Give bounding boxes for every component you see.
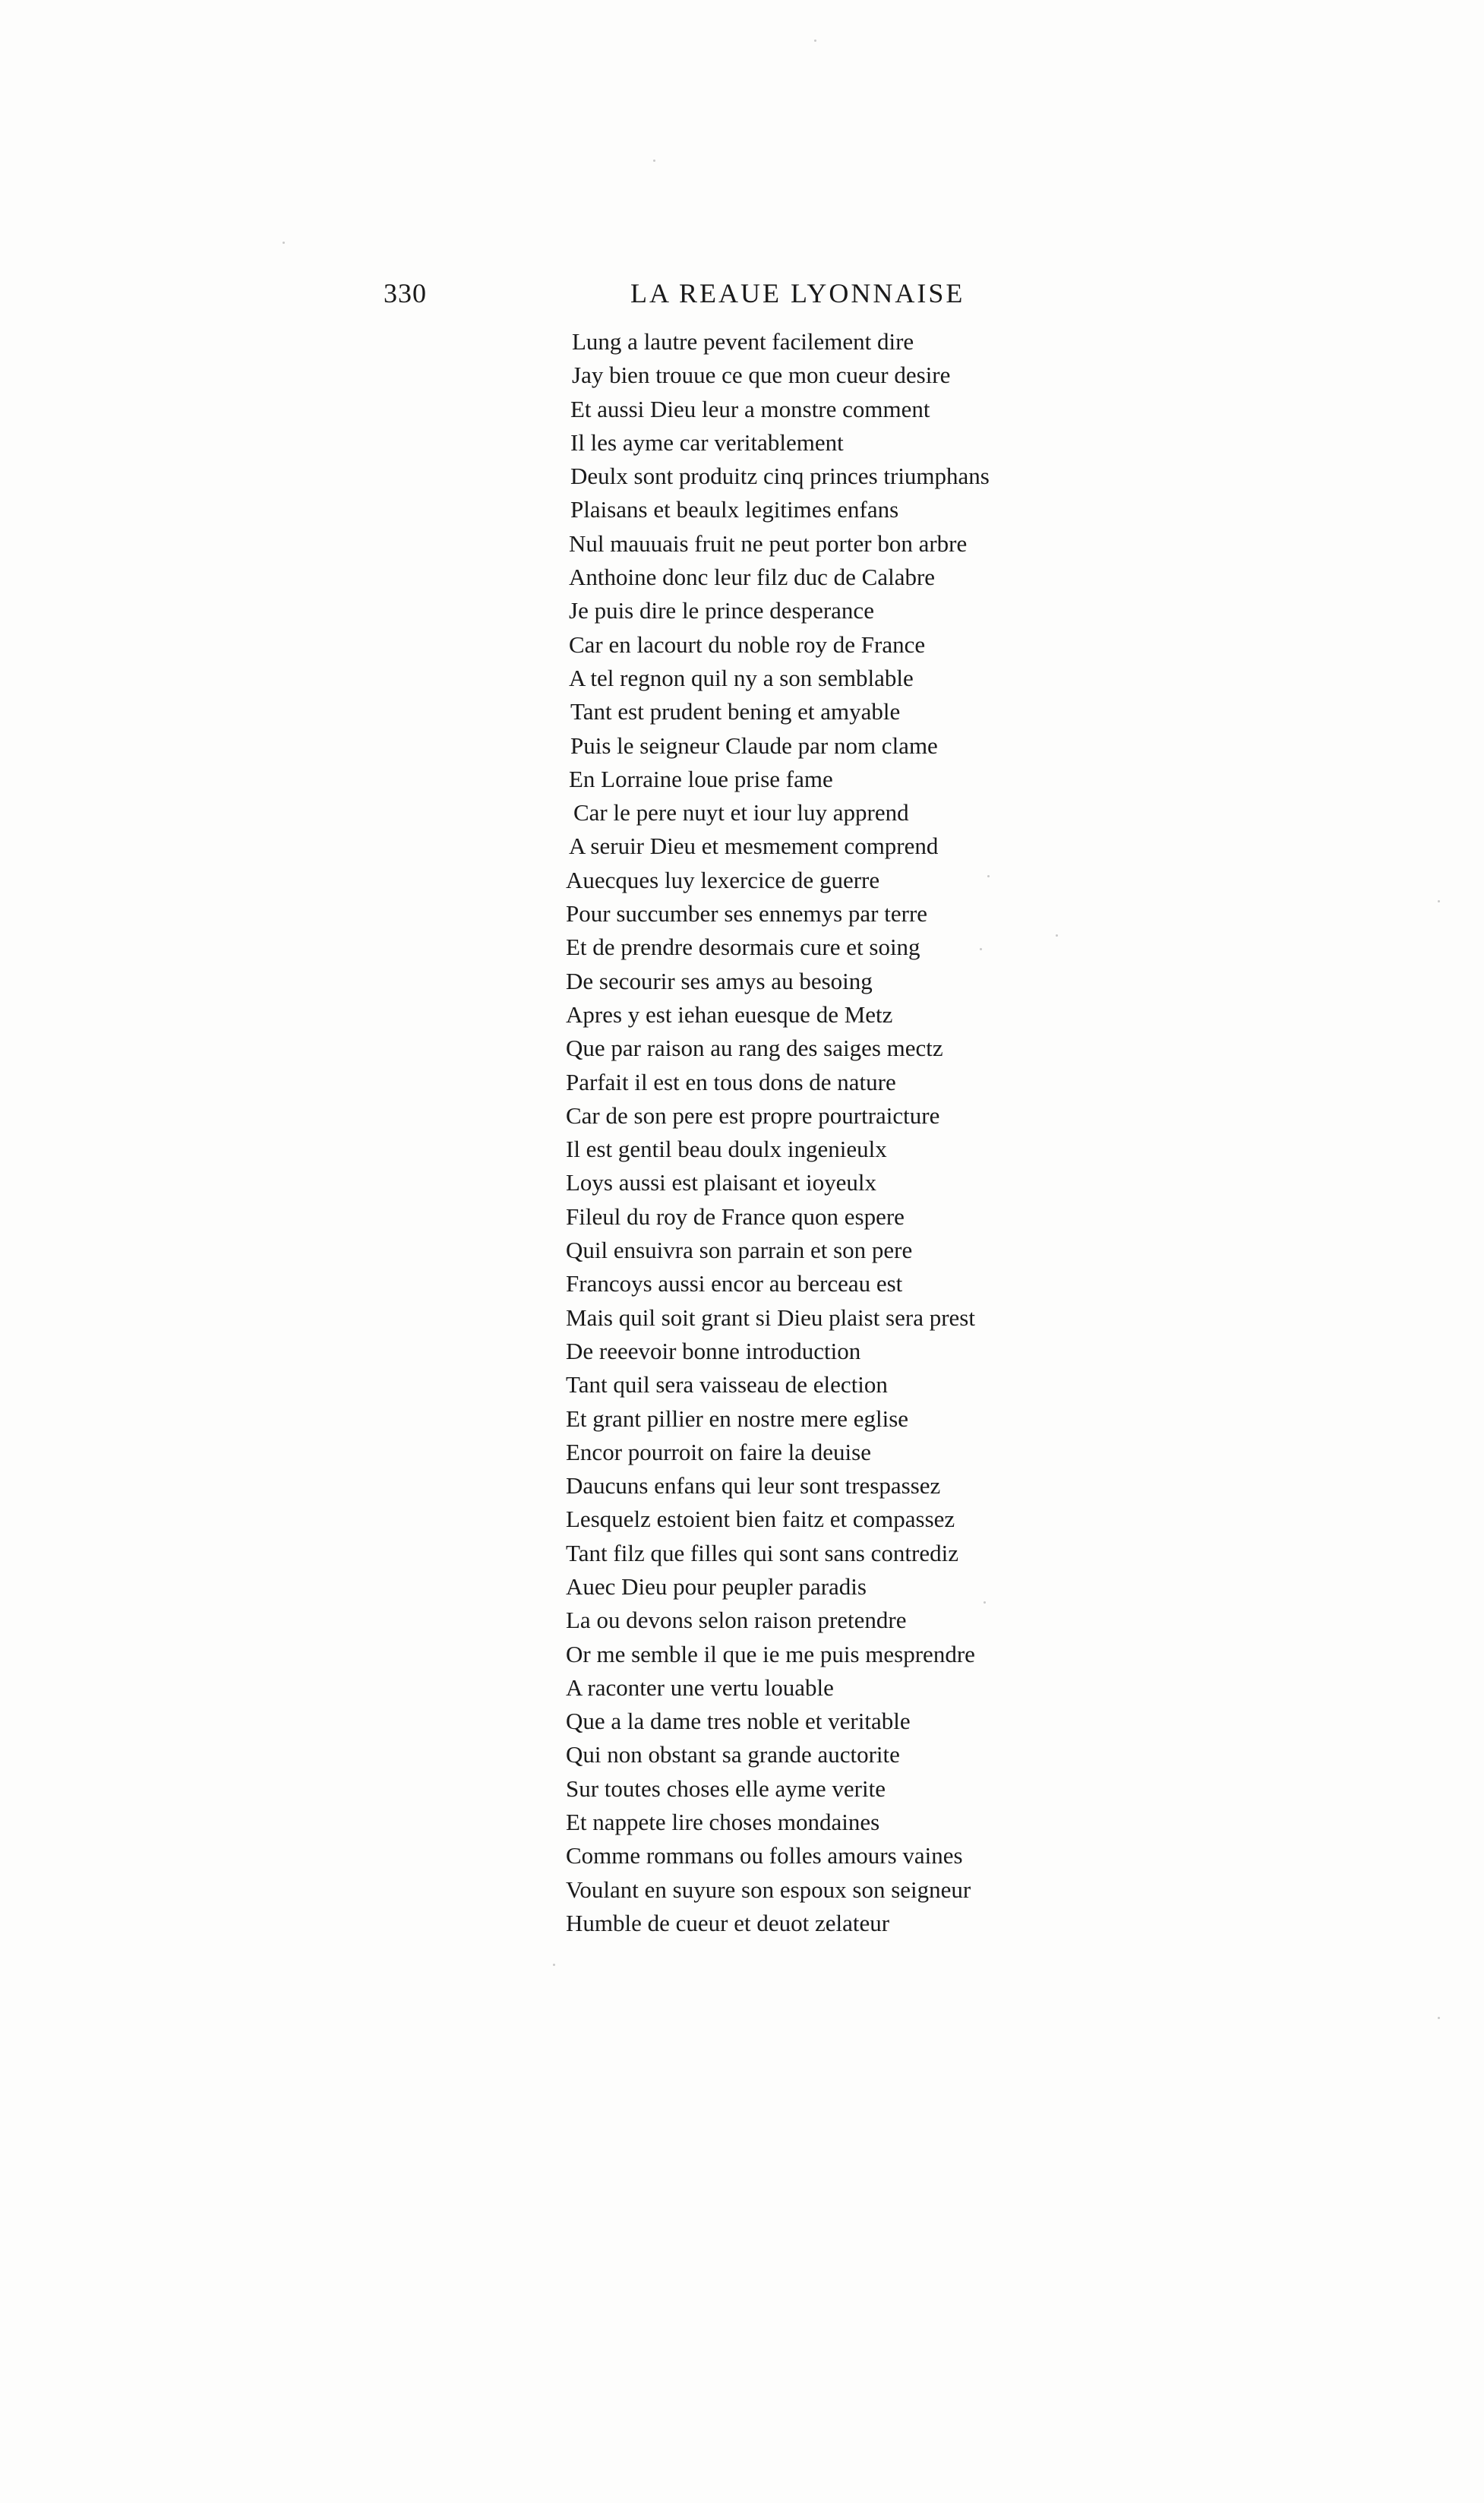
running-title: LA REAUE LYONNAISE <box>630 278 965 308</box>
page-number: 330 <box>384 278 427 308</box>
poem-line: Auecques luy lexercice de guerre <box>566 866 880 893</box>
poem-line: Et grant pillier en nostre mere eglise <box>566 1405 909 1432</box>
poem-line: Car le pere nuyt et iour luy apprend <box>573 799 909 826</box>
poem-line: De secourir ses amys au besoing <box>566 967 873 994</box>
poem-line: Sur toutes choses elle ayme verite <box>566 1775 886 1802</box>
poem-line: Jay bien trouue ce que mon cueur desire <box>572 362 951 389</box>
poem-line: Je puis dire le prince desperance <box>569 597 874 624</box>
poem-line: Apres y est iehan euesque de Metz <box>566 1000 893 1028</box>
poem-line: Plaisans et beaulx legitimes enfans <box>570 496 899 523</box>
scan-speck <box>1438 2017 1440 2019</box>
poem-line: Loys aussi est plaisant et ioyeulx <box>566 1169 876 1196</box>
poem-line: Nul mauuais fruit ne peut porter bon arbre <box>569 529 968 557</box>
scan-speck <box>283 242 285 244</box>
poem-line: En Lorraine loue prise fame <box>569 765 833 792</box>
poem-line: Voulant en suyure son espoux son seigneur <box>566 1876 971 1903</box>
poem-line: Quil ensuivra son parrain et son pere <box>566 1237 913 1264</box>
poem-line: Daucuns enfans qui leur sont trespassez <box>566 1472 941 1500</box>
poem-line: Et aussi Dieu leur a monstre comment <box>570 395 930 422</box>
poem-line: Mais quil soit grant si Dieu plaist sera prest <box>566 1304 975 1331</box>
poem-text <box>566 325 1113 1940</box>
poem-line: Car en lacourt du noble roy de France <box>569 630 926 658</box>
poem-line: Tant quil sera vaisseau de election <box>566 1371 888 1398</box>
scan-speck <box>1438 900 1440 902</box>
poem-line: Que a la dame tres noble et veritable <box>566 1708 911 1735</box>
scan-speck <box>814 40 816 42</box>
scan-speck <box>553 1964 555 1966</box>
poem-line: Il les ayme car veritablement <box>570 428 844 456</box>
poem-line: Parfait il est en tous dons de nature <box>566 1068 896 1095</box>
poem-line: A seruir Dieu et mesmement comprend <box>569 833 939 860</box>
poem-line: Il est gentil beau doulx ingenieulx <box>566 1136 887 1163</box>
poem-line: A raconter une vertu louable <box>566 1673 834 1701</box>
poem-line: Puis le seigneur Claude par nom clame <box>570 732 938 759</box>
poem-line: Francoys aussi encor au berceau est <box>566 1270 903 1297</box>
poem-line: La ou devons selon raison pretendre <box>566 1607 907 1634</box>
page-header <box>384 277 1037 315</box>
scan-speck <box>653 160 655 162</box>
poem-line: Deulx sont produitz cinq princes triumphans <box>570 463 990 490</box>
poem-line: Or me semble il que ie me puis mesprendre <box>566 1640 975 1667</box>
poem-line: De reeevoir bonne introduction <box>566 1337 861 1364</box>
poem-line: Car de son pere est propre pourtraicture <box>566 1101 940 1129</box>
poem-line: Auec Dieu pour peupler paradis <box>566 1572 867 1600</box>
poem-line: Tant est prudent bening et amyable <box>570 698 901 725</box>
poem-line: Lung a lautre pevent facilement dire <box>572 328 914 355</box>
poem-line: Humble de cueur et deuot zelateur <box>566 1909 890 1936</box>
poem-line: Fileul du roy de France quon espere <box>566 1203 905 1230</box>
poem-line: Lesquelz estoient bien faitz et compassez <box>566 1506 955 1533</box>
poem-line: Et de prendre desormais cure et soing <box>566 934 920 961</box>
poem-line: Comme rommans ou folles amours vaines <box>566 1842 963 1869</box>
poem-line: Encor pourroit on faire la deuise <box>566 1438 871 1465</box>
poem-line: Que par raison au rang des saiges mectz <box>566 1035 943 1062</box>
poem-line: Et nappete lire choses mondaines <box>566 1809 880 1836</box>
poem-line: Qui non obstant sa grande auctorite <box>566 1741 900 1768</box>
poem-line: Tant filz que filles qui sont sans contrediz <box>566 1539 958 1566</box>
poem-line: A tel regnon quil ny a son semblable <box>569 664 914 691</box>
poem-line: Anthoine donc leur filz duc de Calabre <box>569 564 936 591</box>
poem-line: Pour succumber ses ennemys par terre <box>566 900 928 928</box>
